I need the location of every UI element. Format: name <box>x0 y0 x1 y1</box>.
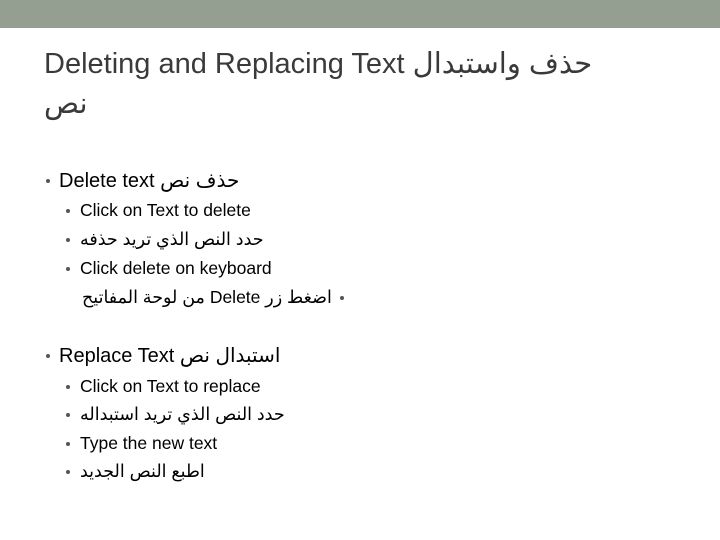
sub-bullet-text: حدد النص الذي تريد استبداله <box>80 404 285 424</box>
bullet-dot <box>66 442 70 446</box>
bullet-dot <box>66 209 70 213</box>
bullet-dot <box>66 470 70 474</box>
sub-bullet-click-to-delete <box>66 200 251 221</box>
section-heading-replace: Replace Text استبدال نص <box>59 345 281 367</box>
sub-bullet-text: Click delete on keyboard <box>80 258 272 278</box>
sub-bullet-click-delete-key <box>66 258 272 279</box>
bullet-dot <box>66 413 70 417</box>
bullet-dot <box>46 354 50 358</box>
sub-bullet-click-to-replace <box>66 376 261 397</box>
slide-title-line-2: نص <box>44 88 88 120</box>
bullet-delete-text <box>46 168 239 193</box>
bullet-replace-text <box>46 343 280 368</box>
bullet-dot <box>66 267 70 271</box>
sub-bullet-select-to-replace-ar <box>66 404 285 425</box>
sub-bullet-text: اضغط زر Delete من لوحة المفاتيح <box>82 287 332 307</box>
sub-bullet-text: Click on Text to replace <box>80 376 261 396</box>
sub-bullet-press-delete-ar <box>82 287 344 308</box>
section-heading-delete: Delete text حذف نص <box>59 170 240 192</box>
bullet-dot <box>46 179 50 183</box>
sub-bullet-type-new-text <box>66 433 217 454</box>
bullet-dot <box>66 238 70 242</box>
bullet-dot <box>66 385 70 389</box>
sub-bullet-text: Click on Text to delete <box>80 200 251 220</box>
sub-bullet-text: Type the new text <box>80 433 218 453</box>
slide-title-line-1: Deleting and Replacing Text حذف واستبدال <box>44 48 593 80</box>
sub-bullet-text: حدد النص الذي تريد حذفه <box>80 229 264 249</box>
sub-bullet-select-to-delete-ar <box>66 229 264 250</box>
sub-bullet-text: اطبع النص الجديد <box>80 461 205 481</box>
sub-bullet-type-new-text-ar <box>66 461 205 482</box>
bullet-dot <box>340 296 344 300</box>
